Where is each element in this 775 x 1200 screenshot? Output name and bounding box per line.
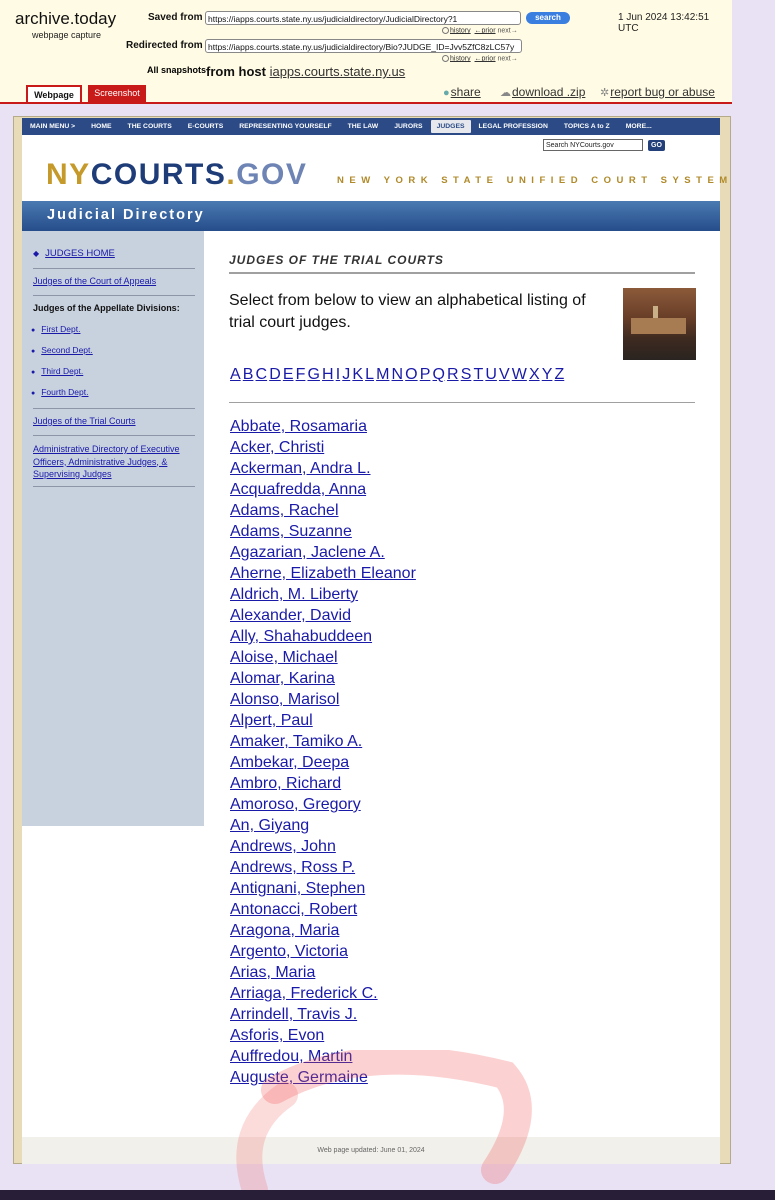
list-item [230,563,416,584]
nav-legal-profession[interactable]: LEGAL PROFESSION [478,123,548,130]
section-title-bar [22,201,720,231]
next-link[interactable]: next→ [497,55,518,63]
sidebar-link-first-dept[interactable]: First Dept. [41,324,81,334]
letter-link-g[interactable]: G [307,366,320,383]
site-tagline: NEW YORK STATE UNIFIED COURT SYSTEM [337,175,733,186]
download-link[interactable] [500,85,585,99]
red-swoosh-overlay [215,1050,535,1200]
letter-link-u[interactable]: U [485,366,497,383]
capture-timestamp: 1 Jun 2024 13:42:51 UTC [618,12,710,34]
nav-the-courts[interactable]: THE COURTS [127,123,172,130]
judge-link[interactable]: Alexander, David [230,607,351,624]
share-icon: ● [443,87,450,99]
saved-from-label: Saved from [148,12,203,23]
judge-link[interactable]: Aloise, Michael [230,649,338,666]
alphabet-nav [230,366,566,384]
saved-from-url-input[interactable]: https://iapps.courts.state.ny.us/judicialdirectory/JudicialDirectory?1 [205,11,521,25]
bullet-icon: ● [31,390,36,397]
list-item [230,1025,416,1046]
tab-screenshot[interactable]: Screenshot [88,85,146,102]
logo-gov: GOV [236,158,308,191]
list-item [230,752,416,773]
judge-link[interactable]: Andrews, John [230,838,336,855]
appellate-heading: Judges of the Appellate Divisions: [33,303,180,313]
judge-link[interactable]: Argento, Victoria [230,943,348,960]
divider [33,486,195,487]
redirected-from-url-input[interactable]: https://iapps.courts.state.ny.us/judicialdirectory/Bio?JUDGE_ID=Jvv5ZfC8zLC57y [205,39,522,53]
list-item [230,731,416,752]
nav-home[interactable]: HOME [91,123,112,130]
list-item [230,458,416,479]
download-label: download .zip [512,85,586,99]
swoosh-stroke-tail [249,1095,285,1190]
history-link[interactable]: history [450,55,471,63]
nav-judges[interactable]: JUDGES [431,120,471,133]
archive-header [0,0,732,104]
archived-page [22,118,733,1164]
nav-e-courts[interactable]: E-COURTS [187,123,224,130]
letter-link-c[interactable]: C [255,366,268,383]
letter-link-a[interactable]: A [230,366,241,383]
judges-list [230,416,416,1088]
bench-shape [631,318,686,334]
letter-link-h[interactable]: H [322,366,334,383]
divider [229,402,695,403]
letter-link-e[interactable]: E [282,366,294,383]
list-item [230,584,416,605]
judge-link[interactable]: An, Giyang [230,817,310,834]
archive-brand[interactable]: archive.today [15,9,117,28]
page-title: JUDGES OF THE TRIAL COURTS [229,253,444,267]
site-search-input[interactable]: Search NYCourts.gov [543,139,643,151]
letter-link-z[interactable]: Z [554,366,565,383]
cloud-download-icon: ☁ [500,87,511,99]
sidebar-link-admin-directory[interactable]: Administrative Directory of Executive Officers, Administrative Judges, & Supervising Judges [33,444,180,479]
top-nav [22,118,720,135]
sidebar-item-court-of-appeals[interactable] [33,276,195,286]
letter-link-n[interactable]: N [391,366,404,383]
sidebar-item-judges-home[interactable] [33,248,195,259]
list-item [230,521,416,542]
list-item [230,479,416,500]
archive-subtitle: webpage capture [32,30,102,40]
nav-topics-a-to-z[interactable]: TOPICS A to Z [563,123,610,130]
history-nav-1 [442,27,518,34]
judge-link[interactable]: Agazarian, Jaclene A. [230,544,385,561]
go-button[interactable]: GO [648,140,665,151]
list-item [230,794,416,815]
divider [33,408,195,409]
list-item [230,689,416,710]
share-link[interactable] [443,85,481,99]
letter-link-o[interactable]: O [405,366,418,383]
judge-link[interactable]: Adams, Suzanne [230,523,352,540]
sidebar-link-court-of-appeals[interactable]: Judges of the Court of Appeals [33,276,157,286]
from-host-label: from host [206,64,266,79]
divider [33,268,195,269]
list-item [230,941,416,962]
sidebar-link-fourth-dept[interactable]: Fourth Dept. [41,387,89,397]
list-item [230,920,416,941]
letter-link-x[interactable]: X [528,366,540,383]
letter-link-b[interactable]: B [242,366,254,383]
judge-link[interactable]: Aragona, Maria [230,922,340,939]
divider [33,295,195,296]
prior-link[interactable]: ←prior [474,55,496,63]
sidebar-item-first-dept[interactable] [31,324,80,334]
nav-representing-yourself[interactable]: REPRESENTING YOURSELF [239,123,332,130]
judge-link[interactable]: Amaker, Tamiko A. [230,733,363,750]
sidebar-link-second-dept[interactable]: Second Dept. [41,345,93,355]
judge-link[interactable]: Adams, Rachel [230,502,339,519]
history-link[interactable]: history [450,27,471,35]
judge-link[interactable]: Alonso, Marisol [230,691,340,708]
sidebar-item-admin-directory[interactable] [33,443,195,481]
letter-link-p[interactable]: P [419,366,431,383]
bullet-icon: ● [31,348,36,355]
list-item [230,815,416,836]
sidebar-link-third-dept[interactable]: Third Dept. [41,366,84,376]
next-link[interactable]: next→ [497,27,518,35]
judge-link[interactable]: Antonacci, Robert [230,901,358,918]
sidebar-link-trial-courts[interactable]: Judges of the Trial Courts [33,416,136,426]
letter-link-d[interactable]: D [269,366,281,383]
judge-link[interactable]: Alomar, Karina [230,670,335,687]
logo-dot: . [226,158,237,191]
judge-link[interactable]: Auguste, Germaine [230,1069,368,1086]
judge-link[interactable]: Abbate, Rosamaria [230,418,367,435]
list-item [230,668,416,689]
logo-ny: NY [46,158,91,191]
judge-link[interactable]: Aldrich, M. Liberty [230,586,359,603]
judge-link[interactable]: Ambekar, Deepa [230,754,350,771]
judge-link[interactable]: Ackerman, Andra L. [230,460,371,477]
letter-link-r[interactable]: R [447,366,459,383]
prior-link[interactable]: ←prior [474,27,496,35]
list-item [230,878,416,899]
letter-link-k[interactable]: K [352,366,363,383]
judge-link[interactable]: Antignani, Stephen [230,880,366,897]
report-label: report bug or abuse [610,85,715,99]
sidebar-item-third-dept[interactable] [31,366,83,376]
report-link[interactable] [600,85,715,99]
nav-main-menu[interactable]: MAIN MENU > [30,123,76,130]
from-host [206,64,405,79]
bottom-band [0,1190,775,1200]
letter-link-f[interactable]: F [295,366,306,383]
list-item [230,500,416,521]
nav-jurors[interactable]: JURORS [394,123,423,130]
diamond-bullet-icon: ◆ [33,249,40,258]
letter-link-s[interactable]: S [460,366,472,383]
list-item [230,626,416,647]
host-link[interactable]: iapps.courts.state.ny.us [269,64,406,79]
judge-link[interactable]: Amoroso, Gregory [230,796,361,813]
judge-link[interactable]: Arriaga, Frederick C. [230,985,378,1002]
judge-link[interactable]: Andrews, Ross P. [230,859,356,876]
intro-text: Select from below to view an alphabetical listing of trial court judges. [229,292,586,331]
courtroom-photo [623,288,696,360]
tab-webpage[interactable]: Webpage [26,85,82,102]
list-item [230,605,416,626]
list-item [230,647,416,668]
judge-link[interactable]: Alpert, Paul [230,712,313,729]
list-item [230,1004,416,1025]
divider [33,435,195,436]
letter-link-w[interactable]: W [511,366,527,383]
letter-link-q[interactable]: Q [432,366,445,383]
list-item [230,836,416,857]
sidebar-link-judges-home[interactable]: JUDGES HOME [45,248,115,259]
nav-the-law[interactable]: THE LAW [347,123,379,130]
divider [229,272,695,274]
bug-icon: ✲ [600,87,610,99]
list-item [230,437,416,458]
list-item [230,983,416,1004]
list-item [230,857,416,878]
bullet-icon: ● [31,369,36,376]
section-title: Judicial Directory [47,207,205,223]
share-label: share [450,85,481,99]
letter-link-v[interactable]: V [498,366,510,383]
sidebar [22,231,204,826]
letter-link-t[interactable]: T [473,366,484,383]
redirected-from-label: Redirected from [126,40,203,51]
clock-icon [442,27,449,34]
letter-link-j[interactable]: J [342,366,351,383]
judge-link[interactable]: Acker, Christi [230,439,325,456]
swoosh-stroke [275,1061,518,1170]
letter-link-l[interactable]: L [365,366,374,383]
logo-courts: COURTS [90,158,227,191]
list-item [230,962,416,983]
judge-link[interactable]: Arias, Maria [230,964,316,981]
list-item [230,899,416,920]
list-item [230,773,416,794]
judge-link[interactable]: Ambro, Richard [230,775,342,792]
sidebar-item-fourth-dept[interactable] [31,387,88,397]
archive-search-button[interactable]: search [526,12,570,24]
judge-link[interactable]: Arrindell, Travis J. [230,1006,358,1023]
nycourts-logo[interactable] [46,158,307,192]
letter-link-y[interactable]: Y [541,366,553,383]
judge-link[interactable]: Acquafredda, Anna [230,481,367,498]
judge-link[interactable]: Aherne, Elizabeth Eleanor [230,565,416,582]
judge-link[interactable]: Ally, Shahabuddeen [230,628,373,645]
all-snapshots-label: All snapshots [147,65,207,75]
list-item [230,542,416,563]
list-item [230,416,416,437]
judge-link[interactable]: Auffredou, Martin [230,1048,353,1065]
bullet-icon: ● [31,327,36,334]
nav-more[interactable]: MORE... [625,123,652,130]
letter-link-m[interactable]: M [376,366,390,383]
list-item [230,710,416,731]
history-nav-2 [442,55,518,62]
judge-link[interactable]: Asforis, Evon [230,1027,325,1044]
sidebar-item-second-dept[interactable] [31,345,93,355]
letter-link-i[interactable]: I [335,366,341,383]
clock-icon [442,55,449,62]
sidebar-item-trial-courts[interactable] [33,416,195,426]
page-footer: Web page updated: June 01, 2024 [22,1137,720,1164]
